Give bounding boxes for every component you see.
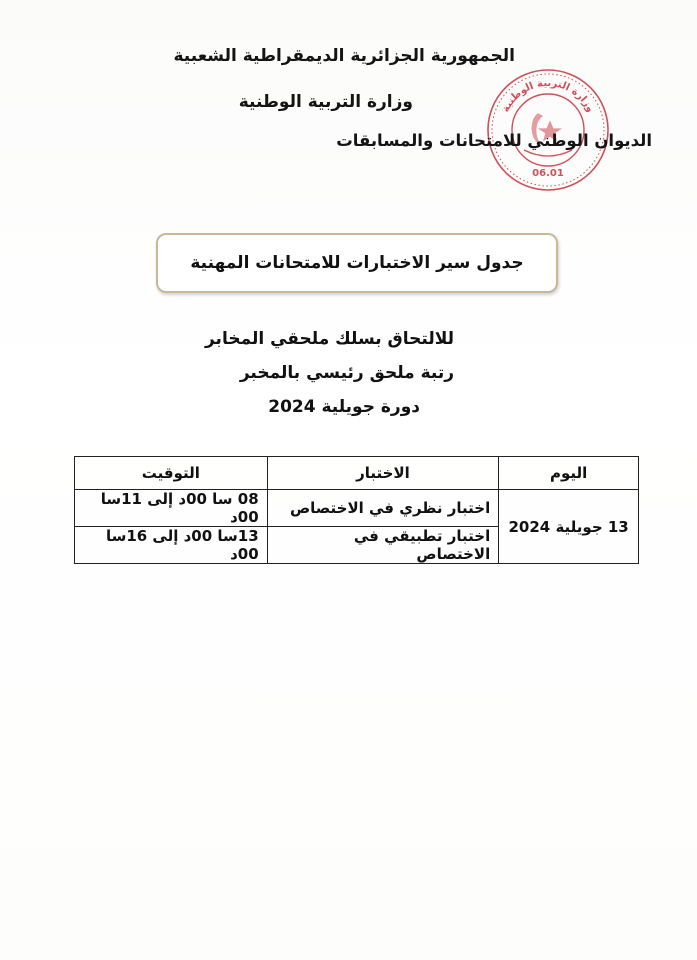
test-name: اختبار نظري في الاختصاص bbox=[267, 490, 499, 527]
subtitle-corps: للالتحاق بسلك ملحقي المخابر bbox=[204, 329, 454, 349]
svg-text:وزارة التربية الوطنية bbox=[500, 78, 595, 114]
table-row bbox=[75, 490, 639, 527]
exam-day: 13 جويلية 2024 bbox=[499, 490, 639, 564]
office-heading: الديوان الوطني للامتحانات والمسابقات bbox=[336, 131, 652, 150]
ministry-heading: وزارة التربية الوطنية bbox=[238, 92, 413, 112]
official-stamp bbox=[484, 66, 612, 194]
schedule-table bbox=[74, 456, 639, 564]
subtitle-rank: رتبة ملحق رئيسي بالمخبر bbox=[239, 363, 454, 383]
test-time: 13سا 00د إلى 16سا 00د bbox=[75, 527, 268, 564]
document-title: جدول سير الاختبارات للامتحانات المهنية bbox=[190, 253, 524, 273]
header-test: الاختبار bbox=[267, 457, 499, 490]
test-name: اختبار تطبيقي في الاختصاص bbox=[267, 527, 499, 564]
header-time: التوقيت bbox=[75, 457, 268, 490]
header-day: اليوم bbox=[499, 457, 639, 490]
republic-heading: الجمهورية الجزائرية الديمقراطية الشعبية bbox=[173, 46, 515, 66]
test-time: 08 سا 00د إلى 11سا 00د bbox=[75, 490, 268, 527]
stamp-text: وزارة التربية الوطنية bbox=[500, 77, 596, 115]
table-header-row bbox=[75, 457, 639, 490]
stamp-number: 06.01 bbox=[532, 168, 564, 179]
subtitle-session: دورة جويلية 2024 bbox=[268, 397, 420, 417]
document-title-box bbox=[156, 233, 558, 293]
